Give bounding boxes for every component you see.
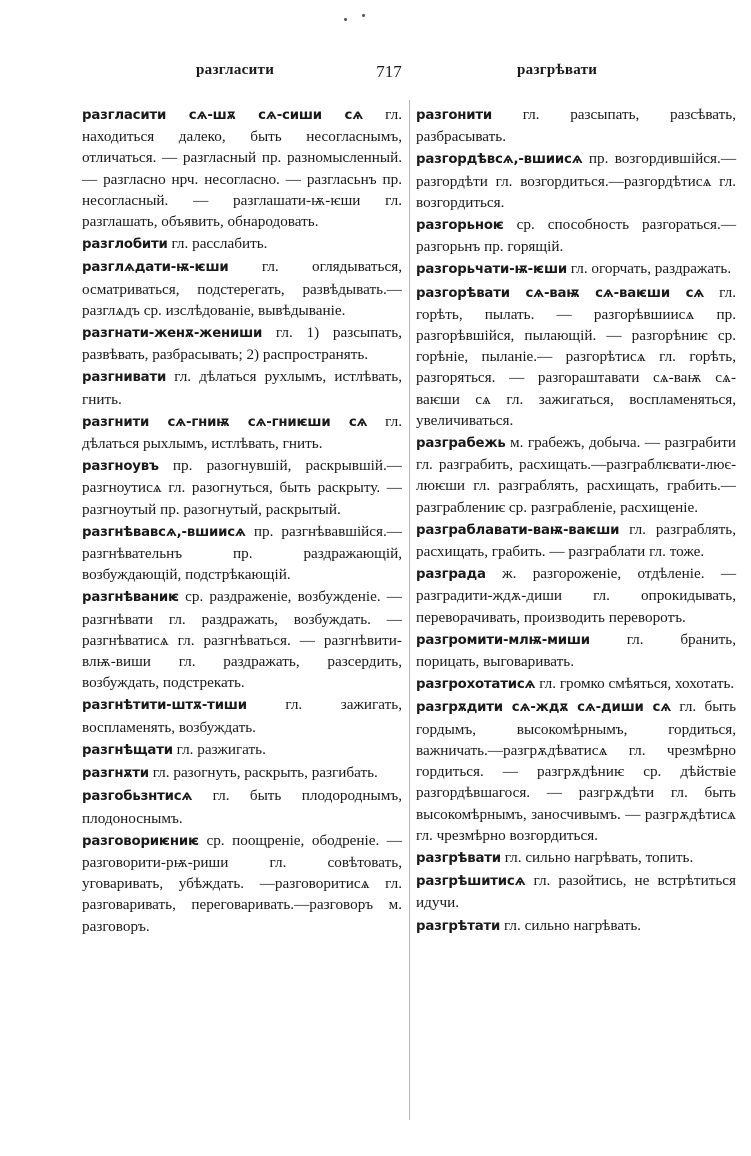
dictionary-entry [82, 785, 402, 828]
entry-headword: разгнивати [82, 370, 167, 386]
entry-definition: гл. разжигать. [176, 740, 266, 758]
entry-definition: гл. разойтись, не встрѣтиться идучи. [416, 872, 736, 912]
dictionary-entry [82, 233, 402, 255]
dictionary-entry [82, 762, 402, 784]
entry-headword: разгордѣвсѧ,-вшиисѧ [416, 152, 583, 168]
header-right-guideword: разгрѣвати [517, 62, 598, 78]
entry-definition: гл. зажигать, воспламенять, возбуждать. [82, 696, 402, 736]
entry-headword: разгрѣвати [416, 850, 501, 866]
entry-definition: гл. расслабить. [171, 235, 268, 253]
dictionary-entry [82, 256, 402, 321]
entry-headword: разгромити-млѭ-миши [416, 632, 590, 648]
entry-definition: гл. 1) разсыпать, развѣвать, разбрасывать; 2) распространять. [82, 324, 402, 364]
entry-headword: разгорѣвати сѧ-ваѭ сѧ-ваѥши сѧ [416, 285, 705, 301]
entry-headword: разграда [416, 567, 486, 583]
entry-definition: гл. громко смѣяться, хохотать. [539, 675, 735, 693]
dictionary-entry [82, 521, 402, 586]
dictionary-entry [416, 673, 736, 695]
page-speck-marks [340, 10, 380, 24]
dictionary-entry [416, 519, 736, 562]
entry-definition: гл. быть плодороднымъ, плодоноснымъ. [82, 787, 402, 827]
entry-definition: гл. разграблять, расхищать, грабить. — разграблати гл. тоже. [416, 520, 736, 561]
dictionary-entry [82, 830, 402, 937]
page-number: 717 [376, 62, 402, 81]
entry-headword: разгласити сѧ-шѫ сѧ-сиши сѧ [82, 108, 364, 123]
dictionary-entry [82, 104, 402, 232]
dictionary-entry [416, 629, 736, 672]
entry-definition: гл. оглядываться, осматриваться, подстерегать, развѣдывать.—разглѧдъ ср. изслѣдованіе, вывѣдываніе. [82, 258, 402, 319]
entry-headword: разгрѫдити сѧ-ждѫ сѧ-диши сѧ [416, 700, 672, 716]
entry-headword: разгноувъ [82, 459, 159, 475]
entry-definition: гл. бранить, порицать, выговаривать. [416, 630, 736, 671]
dictionary-entry [416, 696, 736, 845]
entry-definition: гл. находиться далеко, быть несогласнымъ, отличаться. — разгласный пр. разномысленный. — разгласно нрч. несогласно. — разгласьнъ пр. несогласный. — разглашати-ѭ-ѥши гл. разглашать, объявить, обнародовать. [82, 106, 402, 231]
dictionary-entry [82, 455, 402, 520]
entry-definition: гл. огорчать, раздражать. [570, 260, 732, 278]
entry-definition: пр. возгордившійся.—разгордѣти гл. возгордиться.—разгордѣтисѧ гл. возгордиться. [416, 150, 737, 211]
dictionary-entry [82, 411, 402, 454]
entry-headword: разглѧдати-ѭ-ѥши [82, 260, 229, 276]
entry-headword: разгнѣвавсѧ,-вшиисѧ [82, 524, 246, 540]
dictionary-entry [416, 214, 736, 257]
entry-definition: ср. способность разгораться.—разгорьнъ пр. горящій. [416, 216, 737, 256]
dictionary-entry [416, 870, 736, 913]
left-column [82, 104, 402, 938]
dictionary-entry [416, 104, 736, 147]
entry-definition: ср. раздраженіе, возбужденіе. — разгнѣвати гл. раздражать, возбуждать. — разгнѣватисѧ гл. разгнѣваться. — разгнѣвити-влѭ-виши гл. раздражать, разсердить, возбуждать, подстрекать. [82, 588, 402, 692]
entry-definition: м. грабежъ, добыча. — разграбити гл. разграбить, расхищать.—разграблѥвати-лює-люѥши гл. разграблять, расхищать, грабить.—разграблениѥ ср. разграбленіе, расхищеніе. [416, 434, 736, 516]
entry-definition: гл. разсыпать, разсѣвать, разбрасывать. [416, 106, 736, 146]
dictionary-entry [416, 282, 736, 431]
dictionary-entry [416, 915, 736, 937]
column-divider [409, 100, 410, 1120]
entry-headword: разгнѣваниѥ [82, 590, 179, 606]
entry-definition: гл. разогнуть, раскрыть, разгибать. [152, 764, 378, 782]
entry-headword: разграблавати-ваѭ-ваѥши [416, 522, 620, 538]
entry-headword: разгнѣтити-штѫ-тиши [82, 698, 247, 714]
dictionary-entry [416, 432, 736, 518]
entry-headword: разгнати-женѫ-жениши [82, 326, 263, 342]
entry-headword: разгорьноѥ [416, 218, 504, 234]
dictionary-entry [82, 366, 402, 409]
entry-headword: разгонити [416, 108, 493, 123]
entry-headword: разгнѣщати [82, 742, 173, 758]
entry-definition: пр. разогнувшій, раскрывшій.—разгноутисѧ гл. разогнуться, быть раскрыту. — разгноутый пр. разогнутый, раскрытый. [82, 457, 402, 518]
entry-headword: разграбежь [416, 436, 506, 452]
entry-definition: гл. горѣть, пылать. — разгорѣвшиисѧ пр. разгорѣвшійся, пылающій. — разгорѣниѥ ср. горѣніе, пыланіе.— разгорѣтисѧ гл. горѣть, разгоряться. — разгораштавати сѧ-ваѭ сѧ-ваѥши сѧ гл. зажигаться, воспламеняться, увеличиваться. [416, 283, 736, 429]
entry-definition: ср. поощреніе, ободреніе. — разговорити-рѭ-риши гл. совѣтовать, уговаривать, убѣждать. —разговоритисѧ гл. разговаривать, переговаривать.—разговоръ м. разговоръ. [82, 831, 402, 935]
entry-headword: разгрѣтати [416, 918, 501, 934]
entry-headword: разгнѫти [82, 766, 149, 782]
entry-definition: гл. дѣлаться рыхлымъ, истлѣвать, гнить. [82, 412, 402, 453]
header-left-guideword: разгласити [196, 62, 275, 78]
dictionary-entry [82, 739, 402, 761]
entry-headword: разгобьзнтисѧ [82, 789, 193, 805]
entry-headword: разгрохотатисѧ [416, 677, 536, 693]
dictionary-entry [82, 694, 402, 737]
entry-definition: гл. сильно нагрѣвать. [503, 916, 642, 934]
right-column [416, 104, 736, 938]
entry-headword: разгорьчати-ѭ-ѥши [416, 262, 567, 278]
dictionary-entry [416, 148, 736, 213]
dictionary-entry [82, 322, 402, 365]
entry-definition: гл. сильно нагрѣвать, топить. [504, 848, 694, 866]
entry-definition: ж. разгороженіе, отдѣленіе. —разградити-ждѫ-диши гл. опрокидывать, переворачивать, производить переворотъ. [416, 565, 737, 626]
entry-headword: разговориѥниѥ [82, 833, 199, 849]
entry-headword: разглобити [82, 237, 168, 253]
entry-definition: гл. быть гордымъ, высокомѣрнымъ, гордиться, важничать.—разгрѫдѣватисѧ гл. чрезмѣрно гордиться. — разгрѫдѣниѥ ср. дѣйствіе разгордѣвшагося. — разгрѫдѣти гл. быть высокомѣрнымъ, заносчивымъ. — разгрѫдѣтисѧ гл. чрезмѣрно возгордиться. [416, 698, 736, 844]
running-header [0, 62, 751, 90]
entry-definition: гл. дѣлаться рухлымъ, истлѣвать, гнить. [82, 368, 402, 408]
entry-headword: разгрѣшитисѧ [416, 874, 526, 890]
dictionary-entry [416, 258, 736, 280]
entry-headword: разгнити сѧ-гниѭ сѧ-гниѥши сѧ [82, 414, 368, 430]
entry-definition: пр. разгнѣвавшійся.—разгнѣвательнъ пр. раздражающій, возбуждающій, подстрѣкающій. [82, 522, 402, 584]
dictionary-entry [82, 586, 402, 693]
dictionary-entry [416, 563, 736, 628]
dictionary-entry [416, 847, 736, 869]
